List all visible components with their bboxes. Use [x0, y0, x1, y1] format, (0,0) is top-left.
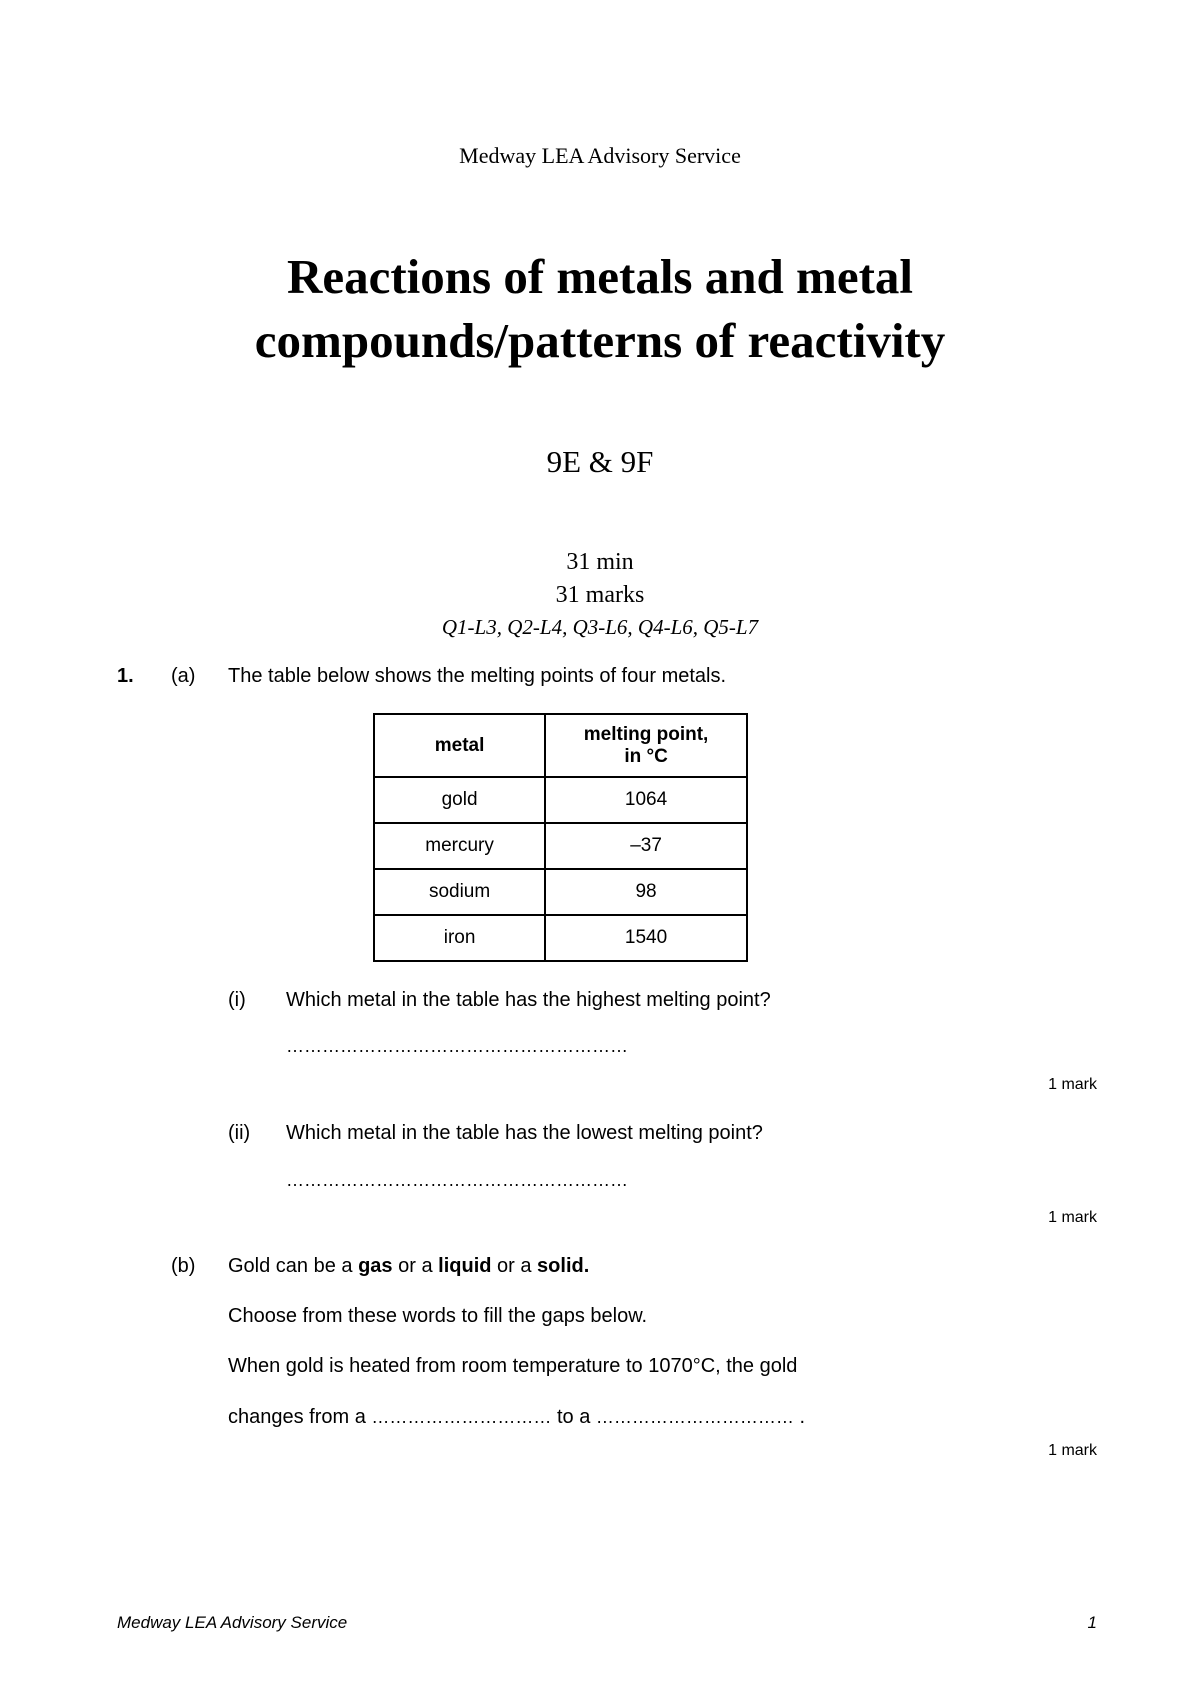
- answer-line-i[interactable]: …………………………………………………: [286, 1036, 628, 1056]
- document-title: [0, 245, 1200, 373]
- table-row: [374, 823, 747, 869]
- sentence-text: to a: [551, 1406, 596, 1428]
- question-levels: Q1-L3, Q2-L4, Q3-L6, Q4-L6, Q5-L7: [441, 615, 759, 639]
- footer-organisation: Medway LEA Advisory Service: [117, 1613, 348, 1632]
- table-cell-metal: mercury: [374, 823, 545, 869]
- table-cell-value: 98: [545, 869, 747, 915]
- table-header-row: [374, 714, 747, 777]
- mark-label: 1 mark: [1048, 1076, 1097, 1093]
- part-b-sentence-2: [228, 1406, 805, 1429]
- document-subtitle: 9E & 9F: [546, 444, 654, 479]
- melting-points-table: [373, 713, 748, 962]
- sub-i-text: Which metal in the table has the highest melting point?: [286, 989, 771, 1011]
- table-cell-value: 1064: [545, 777, 747, 823]
- header-melting-point-line2: in °C: [624, 745, 668, 767]
- page-number: 1: [1087, 1613, 1097, 1632]
- mark-label: 1 mark: [1048, 1442, 1097, 1459]
- table-row: [374, 777, 747, 823]
- word-liquid: liquid: [438, 1255, 492, 1277]
- part-a-label: (a): [171, 665, 196, 687]
- header-melting-point-line1: melting point,: [583, 723, 709, 745]
- sentence-text: .: [793, 1406, 806, 1428]
- part-b-label: (b): [171, 1255, 196, 1277]
- table-cell-metal: gold: [374, 777, 545, 823]
- table-row: [374, 915, 747, 961]
- table-row: [374, 869, 747, 915]
- table-cell-metal: sodium: [374, 869, 545, 915]
- table-cell-value: 1540: [545, 915, 747, 961]
- sub-i-label: (i): [228, 989, 246, 1011]
- intro-text: or a: [392, 1255, 439, 1277]
- sub-ii-label: (ii): [228, 1122, 251, 1144]
- document-time: 31 min: [566, 549, 634, 575]
- part-b-sentence-1: When gold is heated from room temperature to 1070°C, the gold: [228, 1355, 798, 1377]
- intro-text: or a: [491, 1255, 538, 1277]
- word-solid: solid.: [537, 1255, 590, 1277]
- title-line-1: Reactions of metals and metal: [286, 249, 914, 304]
- gap-1[interactable]: …………………………: [371, 1407, 552, 1427]
- part-a-text: The table below shows the melting points of four metals.: [228, 665, 727, 687]
- gap-2[interactable]: ……………………………: [595, 1407, 794, 1427]
- word-gas: gas: [358, 1255, 393, 1277]
- part-b-instruction: Choose from these words to fill the gaps below.: [228, 1305, 648, 1327]
- title-line-2: compounds/patterns of reactivity: [254, 313, 946, 368]
- sub-ii-text: Which metal in the table has the lowest melting point?: [286, 1122, 763, 1144]
- question-number: 1.: [117, 665, 134, 687]
- sentence-text: changes from a: [228, 1406, 372, 1428]
- table-cell-metal: iron: [374, 915, 545, 961]
- document-marks: 31 marks: [555, 582, 645, 608]
- table-header-melting-point: [545, 714, 747, 777]
- part-b-intro: [228, 1255, 589, 1278]
- mark-label: 1 mark: [1048, 1209, 1097, 1226]
- table-header-metal: metal: [374, 714, 545, 777]
- intro-text: Gold can be a: [228, 1255, 359, 1277]
- header-organisation: Medway LEA Advisory Service: [459, 143, 741, 168]
- table-cell-value: –37: [545, 823, 747, 869]
- answer-line-ii[interactable]: …………………………………………………: [286, 1170, 628, 1190]
